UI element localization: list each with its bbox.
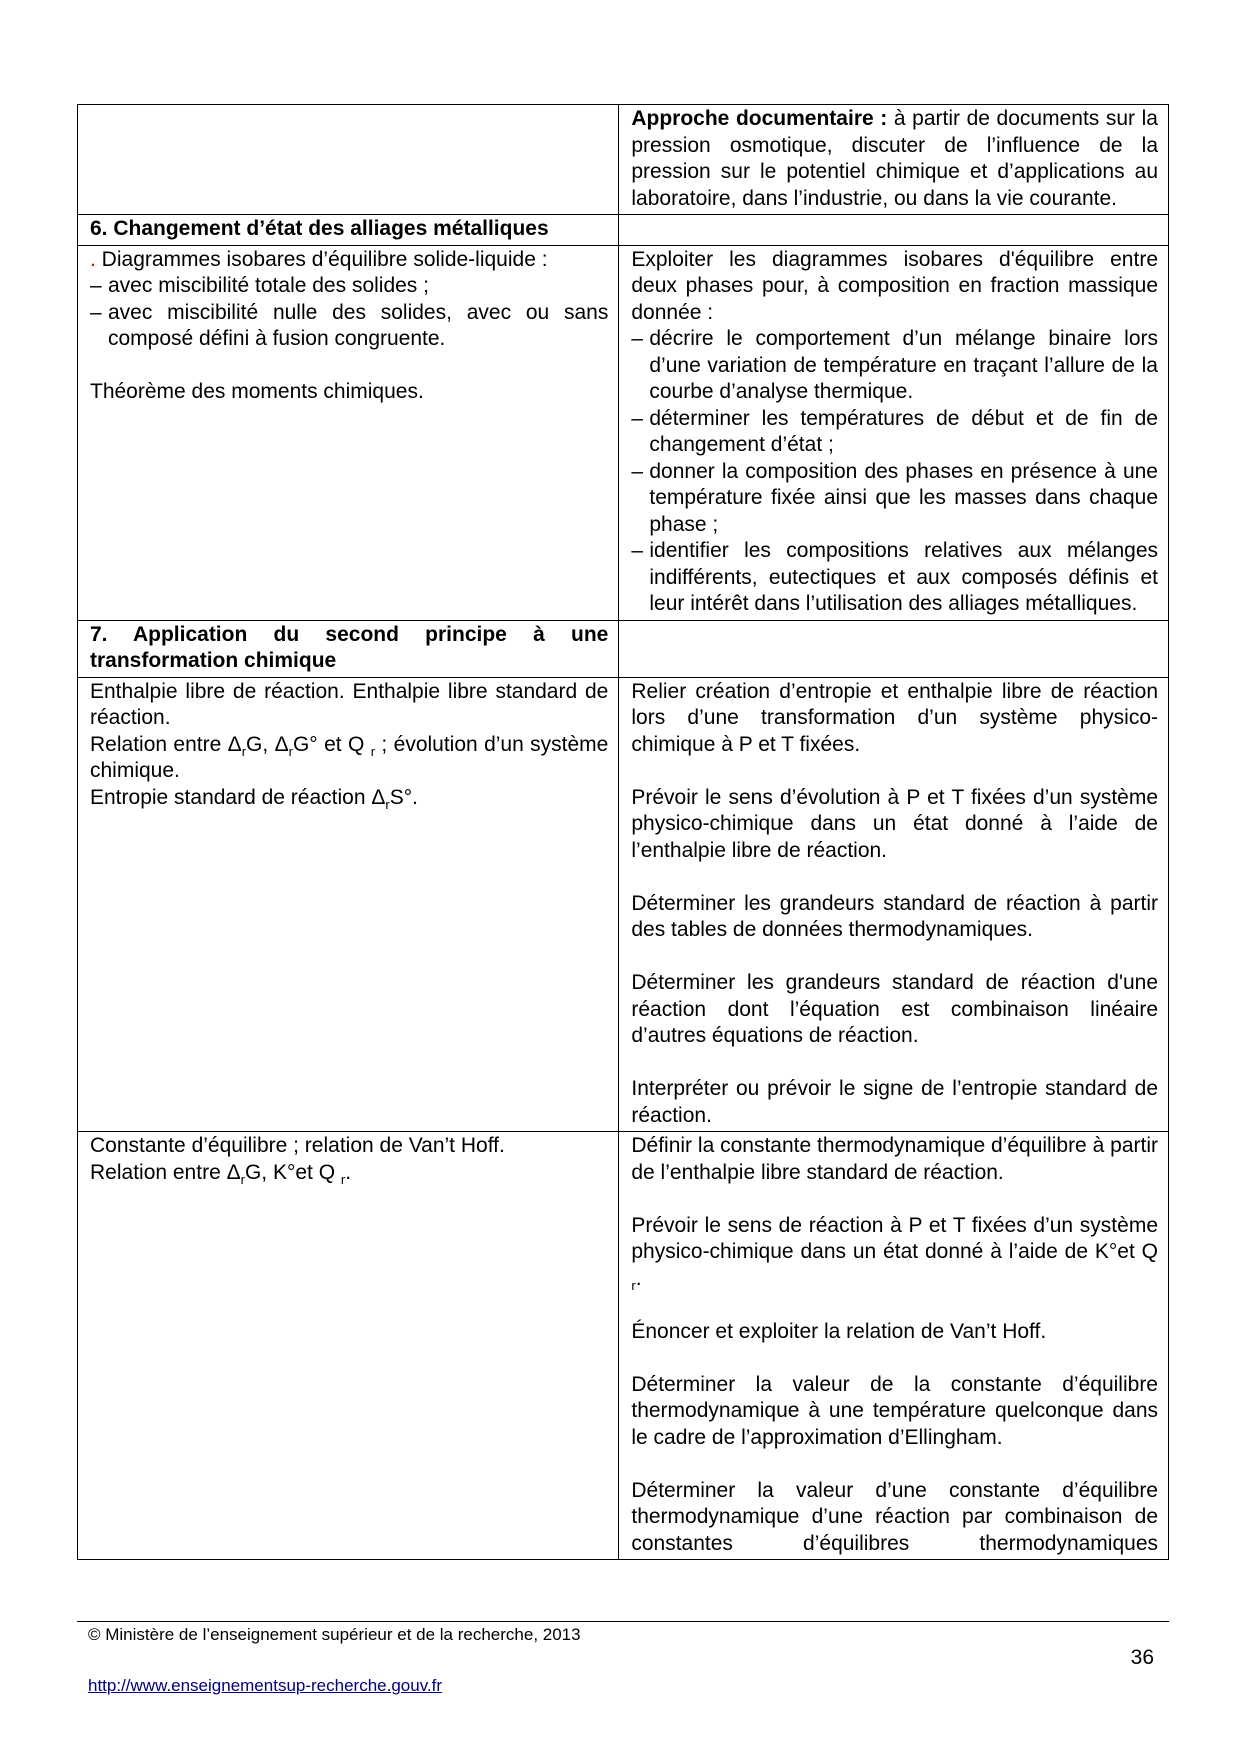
paragraph: Déterminer la valeur d’une constante d’équilibre thermodynamique d’une réaction par combinaison de constantes d’équilibres thermodynamiques (631, 1478, 1158, 1555)
relation-line: Relation entre $\Delta_rG$, K°et Q $_r$. (90, 1160, 352, 1187)
constante-line: Constante d’équilibre ; relation de Van’t Hoff. (90, 1134, 505, 1157)
paragraph: Déterminer les grandeurs standard de réaction à partir des tables de données thermodynamiques. (631, 891, 1158, 941)
list-item: – avec miscibilité nulle des solides, avec ou sans composé défini à fusion congruente. (90, 300, 608, 353)
relation-line: Relation entre $\Delta_rG$, $\Delta_rG^\circ$ et Q $_r$ ; évolution d’un système chimique. (90, 732, 609, 782)
paragraph: Déterminer la valeur de la constante d’équilibre thermodynamique à une température quelconque dans le cadre de l’approximation d’Ellingham. (631, 1372, 1158, 1449)
paragraph: Prévoir le sens d’évolution à P et T fixées d’un système physico-chimique dans un état donné à l’aide de l’enthalpie libre de réaction. (631, 785, 1158, 862)
edit-marker: . (90, 247, 96, 271)
section-7-right (619, 677, 1169, 1132)
paragraph: Prévoir le sens de réaction à P et T fixées d’un système physico-chimique dans un état donné à l’aide de K°et Q $_r$. (631, 1213, 1158, 1293)
section-6-title: 6. Changement d’état des alliages métalliques (78, 215, 619, 246)
table-row (78, 677, 1169, 1132)
theorem-line: Théorème des moments chimiques. (90, 380, 424, 403)
footer-url-link[interactable]: http://www.enseignementsup-recherche.gouv.fr (88, 1676, 443, 1695)
list-item: – déterminer les températures de début et de fin de changement d’état ; (631, 406, 1158, 459)
approche-text: à partir de documents sur la pression osmotique, discuter de l’influence de la pression sur le potentiel chimique et d’applications au laboratoire, dans l’industrie, ou dans la vie courante. (631, 107, 1158, 210)
section-6-right (619, 245, 1169, 620)
table-row (78, 215, 1169, 246)
list-item: – décrire le comportement d’un mélange binaire lors d’une variation de température en traçant l’allure de la courbe d’analyse thermique. (631, 326, 1158, 406)
section-7-left (78, 677, 619, 1132)
left-cell-empty (78, 105, 619, 215)
table-row (78, 1132, 1169, 1560)
constante-left (78, 1132, 619, 1560)
section-6-left (78, 245, 619, 620)
paragraph: Énoncer et exploiter la relation de Van’t Hoff. (631, 1319, 1047, 1343)
footer-copyright: © Ministère de l’enseignement supérieur et de la recherche, 2013 (88, 1625, 581, 1644)
enthalpy-line: Enthalpie libre de réaction. Enthalpie libre standard de réaction. (90, 679, 609, 729)
table-row (78, 620, 1169, 677)
entropy-line: Entropie standard de réaction $\Delta_rS^\circ$. (90, 785, 418, 812)
program-table (77, 104, 1169, 1560)
paragraph: Interpréter ou prévoir le signe de l’entropie standard de réaction. (631, 1077, 1158, 1127)
paragraph: Relier création d’entropie et enthalpie libre de réaction lors d’une transformation d’un système physico-chimique à P et T fixées. (631, 679, 1158, 756)
paragraph: Définir la constante thermodynamique d’équilibre à partir de l’enthalpie libre standard de réaction. (631, 1134, 1158, 1184)
page-number: 36 (1130, 1646, 1154, 1669)
table-row (78, 245, 1169, 620)
table-row (78, 105, 1169, 215)
diagram-line: Diagrammes isobares d’équilibre solide-liquide : (95, 247, 548, 271)
list-item: – donner la composition des phases en présence à une température fixée ainsi que les masses dans chaque phase ; (631, 459, 1158, 539)
approche-label: Approche documentaire : (631, 107, 888, 130)
paragraph: Déterminer les grandeurs standard de réaction d'une réaction dont l’équation est combinaison linéaire d’autres équations de réaction. (631, 971, 1158, 1047)
intro-text: Exploiter les diagrammes isobares d'équilibre entre deux phases pour, à composition en fraction massique donnée : (631, 247, 1158, 324)
right-cell-empty (619, 215, 1169, 246)
approche-cell (619, 105, 1169, 215)
footer-divider (77, 1621, 1169, 1622)
section-7-title: 7. Application du second principe à une transformation chimique (78, 620, 619, 677)
constante-right (619, 1132, 1169, 1560)
list-item: – identifier les compositions relatives aux mélanges indifférents, eutectiques et aux composés définis et leur intérêt dans l’utilisation des alliages métalliques. (631, 538, 1158, 618)
right-cell-empty (619, 620, 1169, 677)
list-item: – avec miscibilité totale des solides ; (90, 273, 608, 300)
